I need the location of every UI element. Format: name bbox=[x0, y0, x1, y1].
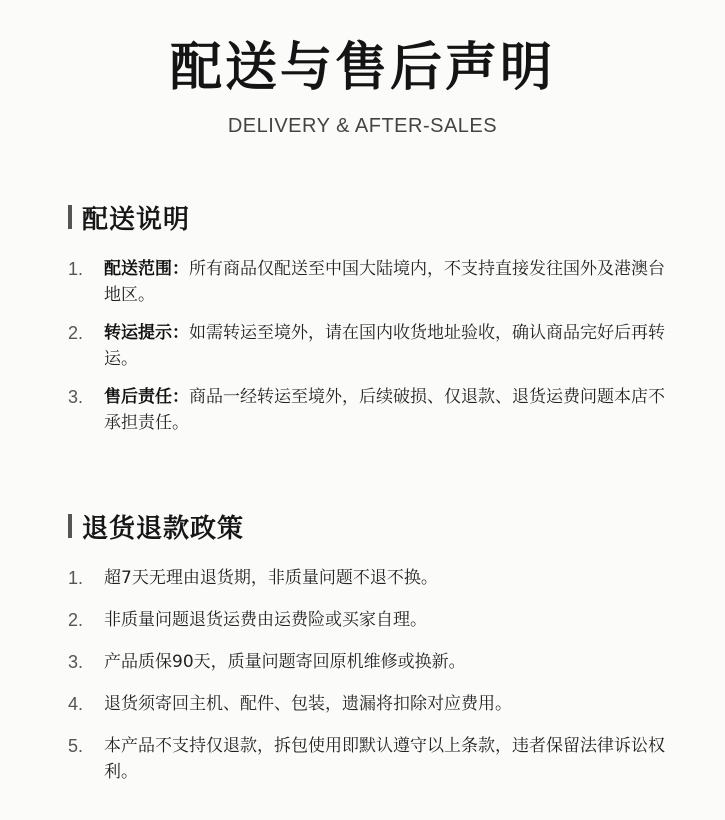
section-heading-text: 退货退款政策 bbox=[82, 513, 245, 544]
item-number: 3. bbox=[68, 387, 84, 407]
list-item bbox=[68, 256, 668, 308]
list-item bbox=[68, 607, 668, 633]
item-body bbox=[104, 256, 668, 308]
list-item bbox=[68, 649, 668, 675]
item-text: 产品质保90天，质量问题寄回原机维修或换新。 bbox=[104, 652, 466, 672]
item-text: 退货须寄回主机、配件、包装，遗漏将扣除对应费用。 bbox=[104, 694, 512, 714]
list-item bbox=[68, 384, 668, 436]
page-title: 配送与售后声明 bbox=[169, 38, 555, 98]
list-item bbox=[68, 691, 668, 717]
item-label: 配送范围： bbox=[104, 259, 189, 279]
item-text: 商品一经转运至境外，后续破损、仅退款、退货运费问题本店不承担责任。 bbox=[104, 387, 665, 433]
returns-list bbox=[68, 565, 668, 801]
item-body bbox=[104, 384, 668, 436]
item-number: 1. bbox=[68, 259, 84, 279]
item-number: 2. bbox=[68, 323, 84, 343]
item-label: 售后责任： bbox=[104, 387, 189, 407]
section-heading-delivery bbox=[68, 200, 190, 234]
item-text: 所有商品仅配送至中国大陆境内，不支持直接发往国外及港澳台地区。 bbox=[104, 259, 665, 305]
item-number: 5. bbox=[68, 736, 84, 756]
item-text: 非质量问题退货运费由运费险或买家自理。 bbox=[104, 610, 427, 630]
section-heading-text: 配送说明 bbox=[82, 204, 191, 235]
list-item bbox=[68, 733, 668, 785]
item-text: 本产品不支持仅退款，拆包使用即默认遵守以上条款，违者保留法律诉讼权利。 bbox=[104, 736, 665, 782]
list-item bbox=[68, 320, 668, 372]
item-body bbox=[104, 320, 668, 372]
heading-accent-bar bbox=[68, 514, 72, 538]
delivery-list bbox=[68, 256, 668, 448]
section-heading-returns bbox=[68, 509, 244, 543]
item-number: 2. bbox=[68, 610, 84, 630]
item-number: 4. bbox=[68, 694, 84, 714]
item-text: 如需转运至境外，请在国内收货地址验收，确认商品完好后再转运。 bbox=[104, 323, 665, 369]
item-label: 转运提示： bbox=[104, 323, 189, 343]
item-text: 超7天无理由退货期，非质量问题不退不换。 bbox=[104, 568, 438, 588]
list-item bbox=[68, 565, 668, 591]
heading-accent-bar bbox=[68, 205, 72, 229]
page-subtitle: DELIVERY & AFTER-SALES bbox=[227, 115, 498, 137]
item-number: 1. bbox=[68, 568, 84, 588]
item-number: 3. bbox=[68, 652, 84, 672]
